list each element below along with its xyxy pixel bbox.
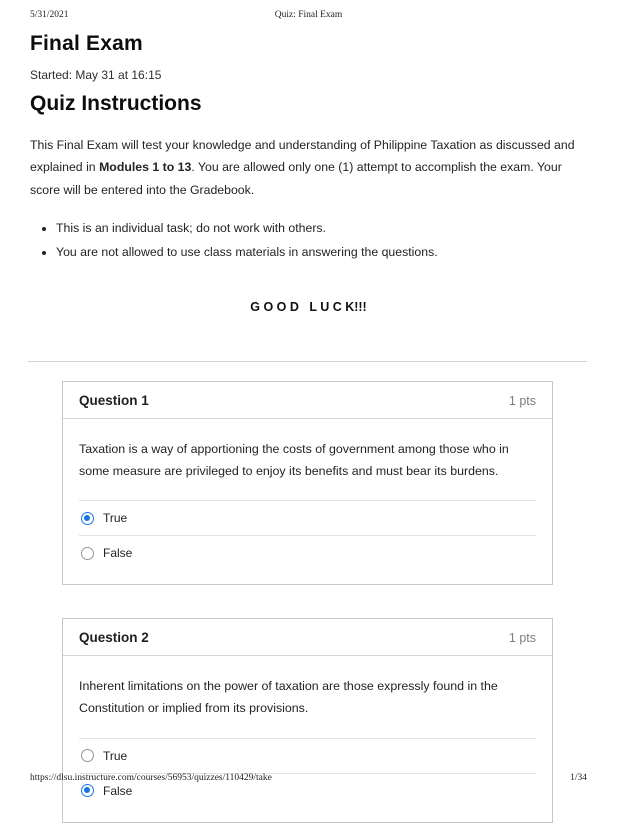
section-divider [28, 361, 587, 362]
instructions-modules-bold: Modules 1 to 13 [99, 160, 192, 175]
question-1-text: Taxation is a way of apportioning the costs of government among those who in some measure are privileged to enjoy its benefits and must bear its burdens. [79, 442, 509, 478]
radio-button-icon[interactable] [81, 547, 94, 560]
question-1-option-false[interactable] [79, 535, 536, 570]
option-label: True [103, 511, 128, 526]
page-title: Final Exam [30, 32, 143, 55]
instructions-paragraph [30, 134, 587, 201]
question-1-answers [79, 500, 536, 570]
radio-button-icon[interactable] [81, 749, 94, 762]
option-label: True [103, 748, 128, 763]
question-2-header [63, 619, 552, 656]
quiz-started-timestamp: Started: May 31 at 16:15 [30, 68, 162, 82]
question-1-body [63, 419, 552, 584]
question-2-title: Question 2 [79, 630, 149, 646]
question-1-option-true[interactable] [79, 500, 536, 535]
print-footer [30, 773, 587, 783]
bullet-item: • You are not allowed to use class materials in answering the questions. [56, 241, 587, 265]
print-url: https://dlsu.instructure.com/courses/56953/quizzes/110429/take [30, 773, 272, 783]
quiz-instructions-heading: Quiz Instructions [30, 92, 202, 115]
print-doc-title: Quiz: Final Exam [274, 10, 343, 20]
question-2-body [63, 656, 552, 821]
instructions-text-2: . You are allowed only one (1) attempt to accomplish the exam. Your score will be entered into the Gradebook. [30, 160, 562, 197]
question-card-1 [62, 381, 553, 585]
question-card-2 [62, 618, 553, 822]
bullet-item: • This is an individual task; do not work with others. [56, 217, 587, 241]
question-2-text: Inherent limitations on the power of taxation are those expressly found in the Constitution or implied from its provisions. [79, 679, 498, 716]
print-header [30, 10, 587, 20]
question-2-option-true[interactable] [79, 738, 536, 773]
question-1-title: Question 1 [79, 393, 149, 409]
print-date: 5/31/2021 [30, 10, 69, 20]
instructions-text-1: This Final Exam will test your knowledge and understanding of Philippine Taxation as discussed and explained in [30, 138, 575, 175]
question-1-header [63, 382, 552, 419]
instructions-bullet-list [38, 217, 587, 265]
radio-button-icon[interactable] [81, 512, 94, 525]
option-label: False [103, 546, 133, 561]
print-page-number: 1/34 [570, 773, 587, 783]
option-label: False [103, 783, 133, 798]
question-2-points: 1 pts [508, 630, 536, 645]
question-1-points: 1 pts [508, 393, 536, 408]
radio-button-icon[interactable] [81, 784, 94, 797]
good-luck-text: G O O D L U C K!!! [250, 300, 367, 315]
